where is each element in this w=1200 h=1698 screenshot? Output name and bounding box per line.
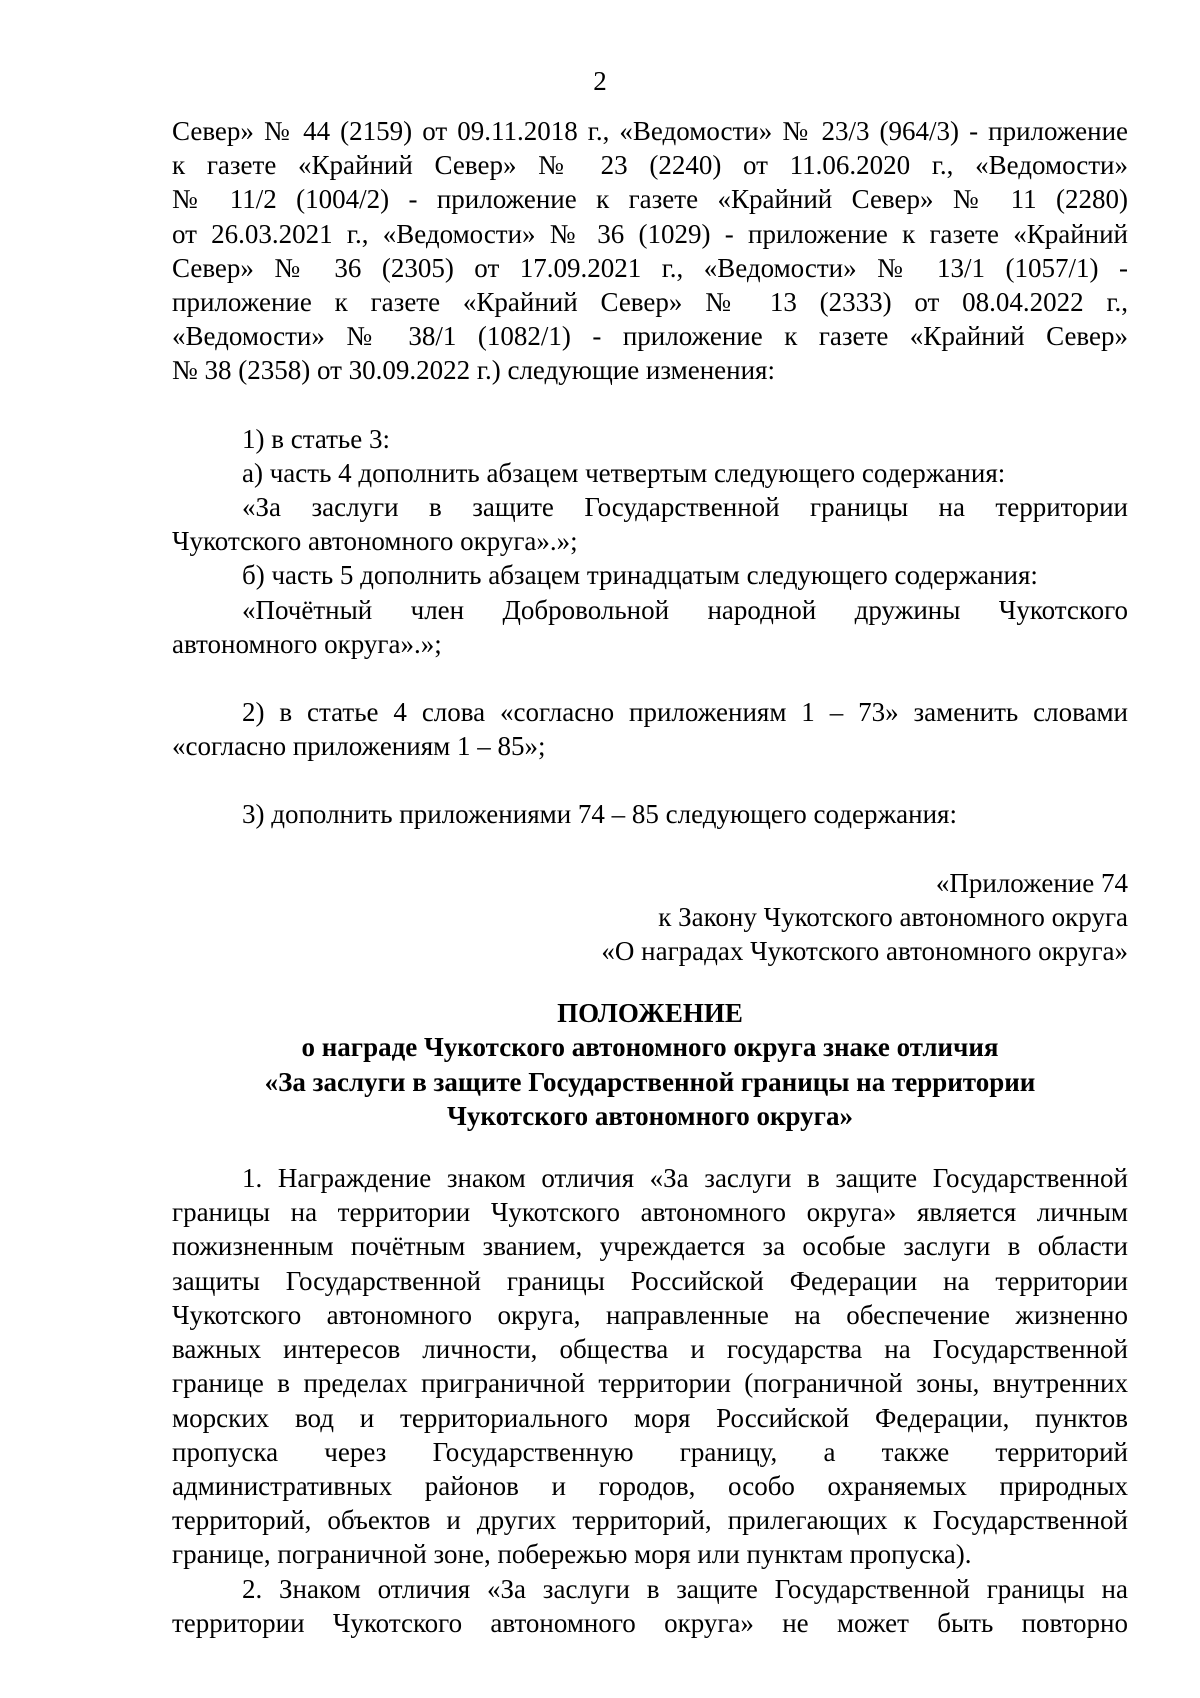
document-body: [172, 114, 1128, 1640]
clause1-line: пропуска через Государственную границу, а также территорий: [172, 1436, 1128, 1467]
document-title: ПОЛОЖЕНИЕ: [557, 998, 743, 1029]
appendix-law-title: «О наградах Чукотского автономного округа»: [601, 936, 1128, 967]
item1-heading: 1) в статье 3:: [242, 423, 390, 454]
clause1-line: морских вод и территориального моря Российской Федерации, пунктов: [172, 1402, 1128, 1433]
clause2-line: 2. Знаком отличия «За заслуги в защите Государственной границы на: [242, 1573, 1128, 1604]
intro-line: № 38 (2358) от 30.09.2022 г.) следующие изменения:: [172, 355, 775, 386]
intro-line: к газете «Крайний Север» № 23 (2240) от 11.06.2020 г., «Ведомости»: [172, 150, 1128, 181]
page-number: 2: [593, 66, 607, 96]
clause1-line: административных районов и городов, особо охраняемых природных: [172, 1470, 1128, 1501]
clause1-line: границе в пределах приграничной территории (пограничной зоны, внутренних: [172, 1368, 1128, 1399]
document-subtitle: «За заслуги в защите Государственной границы на территории: [264, 1066, 1036, 1097]
item1-b: б) часть 5 дополнить абзацем тринадцатым следующего содержания:: [242, 560, 1038, 591]
intro-line: от 26.03.2021 г., «Ведомости» № 36 (1029) - приложение к газете «Крайний: [172, 218, 1128, 249]
intro-line: Север» № 44 (2159) от 09.11.2018 г., «Ведомости» № 23/3 (964/3) - приложение: [172, 116, 1128, 146]
item1-b-quote: «Почётный член Добровольной народной дружины Чукотского: [242, 594, 1128, 625]
item1-b-quote-end: автономного округа».»;: [172, 628, 442, 659]
clause1-line: территорий, объектов и других территорий, прилегающих к Государственной: [172, 1505, 1128, 1536]
clause2-line: территории Чукотского автономного округа» не может быть повторно: [172, 1607, 1128, 1638]
clause1-line: пожизненным почётным званием, учреждается за особые заслуги в области: [172, 1231, 1128, 1262]
clause1-line: границы на территории Чукотского автономного округа» является личным: [172, 1197, 1128, 1228]
intro-line: «Ведомости» № 38/1 (1082/1) - приложение к газете «Крайний Север»: [172, 321, 1128, 352]
item1-a-quote: «За заслуги в защите Государственной границы на территории: [242, 492, 1128, 523]
clause1-line: защиты Государственной границы Российской Федерации на территории: [172, 1265, 1128, 1296]
clause1-line: границе, пограничной зоне, побережью моря или пунктам пропуска).: [172, 1539, 972, 1570]
intro-line: приложение к газете «Крайний Север» № 13 (2333) от 08.04.2022 г.,: [172, 287, 1128, 318]
item2-line: 2) в статье 4 слова «согласно приложениям 1 – 73» заменить словами: [242, 697, 1128, 728]
document-subtitle: Чукотского автономного округа»: [447, 1100, 853, 1131]
clause1-line: Чукотского автономного округа, направленные на обеспечение жизненно: [172, 1299, 1128, 1330]
clause1-line: 1. Награждение знаком отличия «За заслуги в защите Государственной: [242, 1163, 1128, 1194]
item2-line-end: «согласно приложениям 1 – 85»;: [172, 731, 546, 762]
item3: 3) дополнить приложениями 74 – 85 следующего содержания:: [242, 799, 957, 830]
intro-line: Север» № 36 (2305) от 17.09.2021 г., «Ведомости» № 13/1 (1057/1) -: [172, 252, 1128, 283]
document-subtitle: о награде Чукотского автономного округа знаке отличия: [301, 1032, 999, 1063]
clause1-line: важных интересов личности, общества и государства на Государственной: [172, 1334, 1128, 1365]
appendix-heading: «Приложение 74: [935, 867, 1128, 898]
appendix-law-ref: к Закону Чукотского автономного округа: [658, 901, 1128, 932]
item1-a-quote-end: Чукотского автономного округа».»;: [172, 526, 578, 557]
item1-a: а) часть 4 дополнить абзацем четвертым следующего содержания:: [242, 457, 1006, 488]
intro-line: № 11/2 (1004/2) - приложение к газете «Крайний Север» № 11 (2280): [172, 184, 1128, 215]
